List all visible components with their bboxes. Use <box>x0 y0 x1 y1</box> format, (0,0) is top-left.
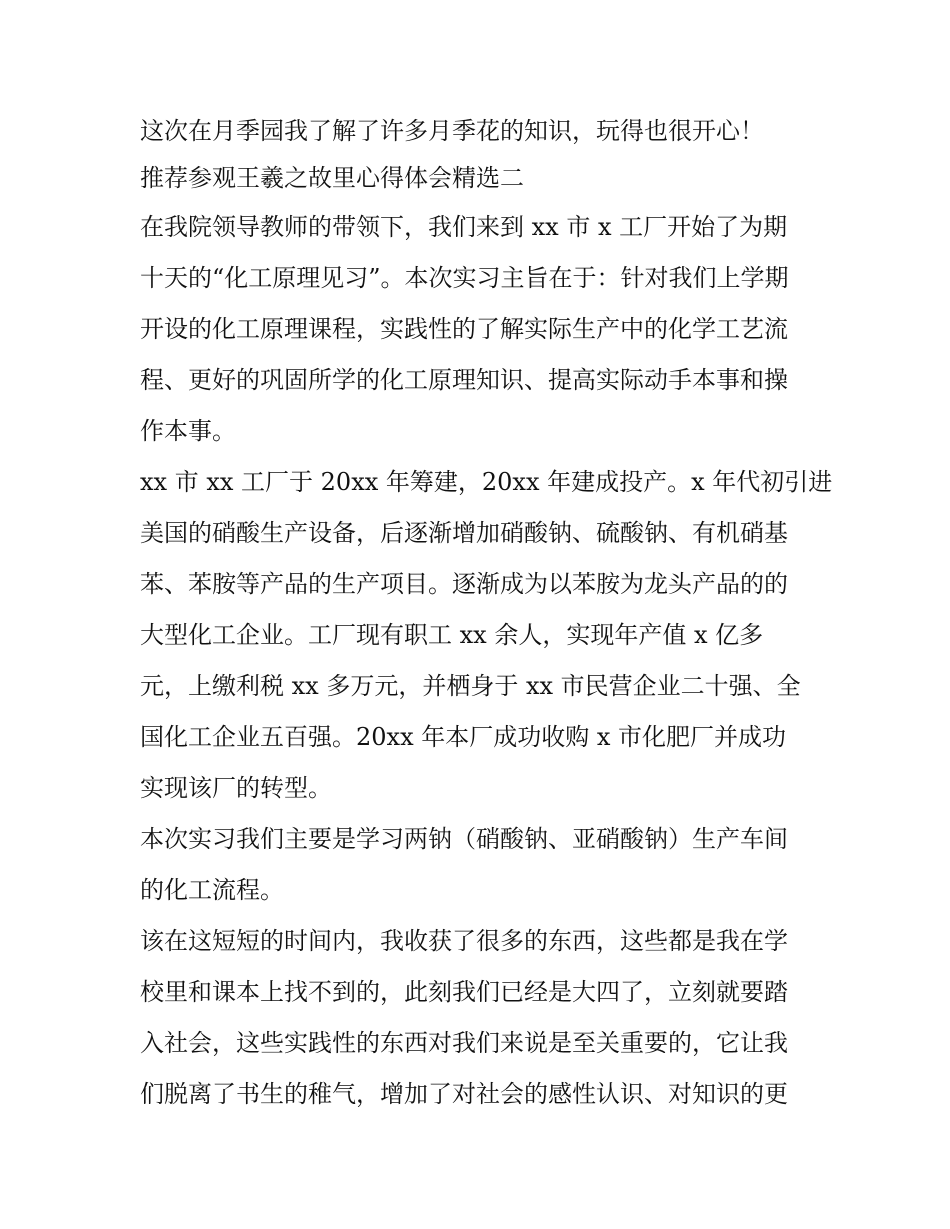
text-line: xx 市 xx 工厂于 20xx 年筹建，20xx 年建成投产。x 年代初引进 <box>140 468 833 496</box>
text-line: 实现该厂的转型。 <box>140 774 332 802</box>
text-line: 本次实习我们主要是学习两钠（硝酸钠、亚硝酸钠）生产车间 <box>140 825 788 853</box>
text-line: 入社会，这些实践性的东西对我们来说是至关重要的，它让我 <box>140 1029 788 1057</box>
text-line: 校里和课本上找不到的，此刻我们已经是大四了，立刻就要踏 <box>140 978 788 1006</box>
text-line: 作本事。 <box>140 417 236 445</box>
text-line: 大型化工企业。工厂现有职工 xx 余人，实现年产值 x 亿多 <box>140 621 764 649</box>
text-line: 在我院领导教师的带领下，我们来到 xx 市 x 工厂开始了为期 <box>140 213 788 241</box>
document-body <box>140 107 833 1120</box>
text-line: 美国的硝酸生产设备，后逐渐增加硝酸钠、硫酸钠、有机硝基 <box>140 519 788 547</box>
text-line: 的化工流程。 <box>140 876 284 904</box>
text-line: 程、更好的巩固所学的化工原理知识、提高实际动手本事和操 <box>140 366 788 394</box>
text-line: 十天的“化工原理见习”。本次实习主旨在于：针对我们上学期 <box>140 264 789 292</box>
text-line: 这次在月季园我了解了许多月季花的知识，玩得也很开心！ <box>140 117 764 145</box>
text-line: 元，上缴利税 xx 多万元，并栖身于 xx 市民营企业二十强、全 <box>140 672 801 700</box>
text-line: 国化工企业五百强。20xx 年本厂成功收购 x 市化肥厂并成功 <box>140 723 787 751</box>
section-heading: 推荐参观王羲之故里心得体会精选二 <box>140 164 524 192</box>
text-line: 该在这短短的时间内，我收获了很多的东西，这些都是我在学 <box>140 927 788 955</box>
text-line: 开设的化工原理课程，实践性的了解实际生产中的化学工艺流 <box>140 315 788 343</box>
text-line: 苯、苯胺等产品的生产项目。逐渐成为以苯胺为龙头产品的的 <box>140 570 788 598</box>
text-line: 们脱离了书生的稚气，增加了对社会的感性认识、对知识的更 <box>140 1080 788 1108</box>
